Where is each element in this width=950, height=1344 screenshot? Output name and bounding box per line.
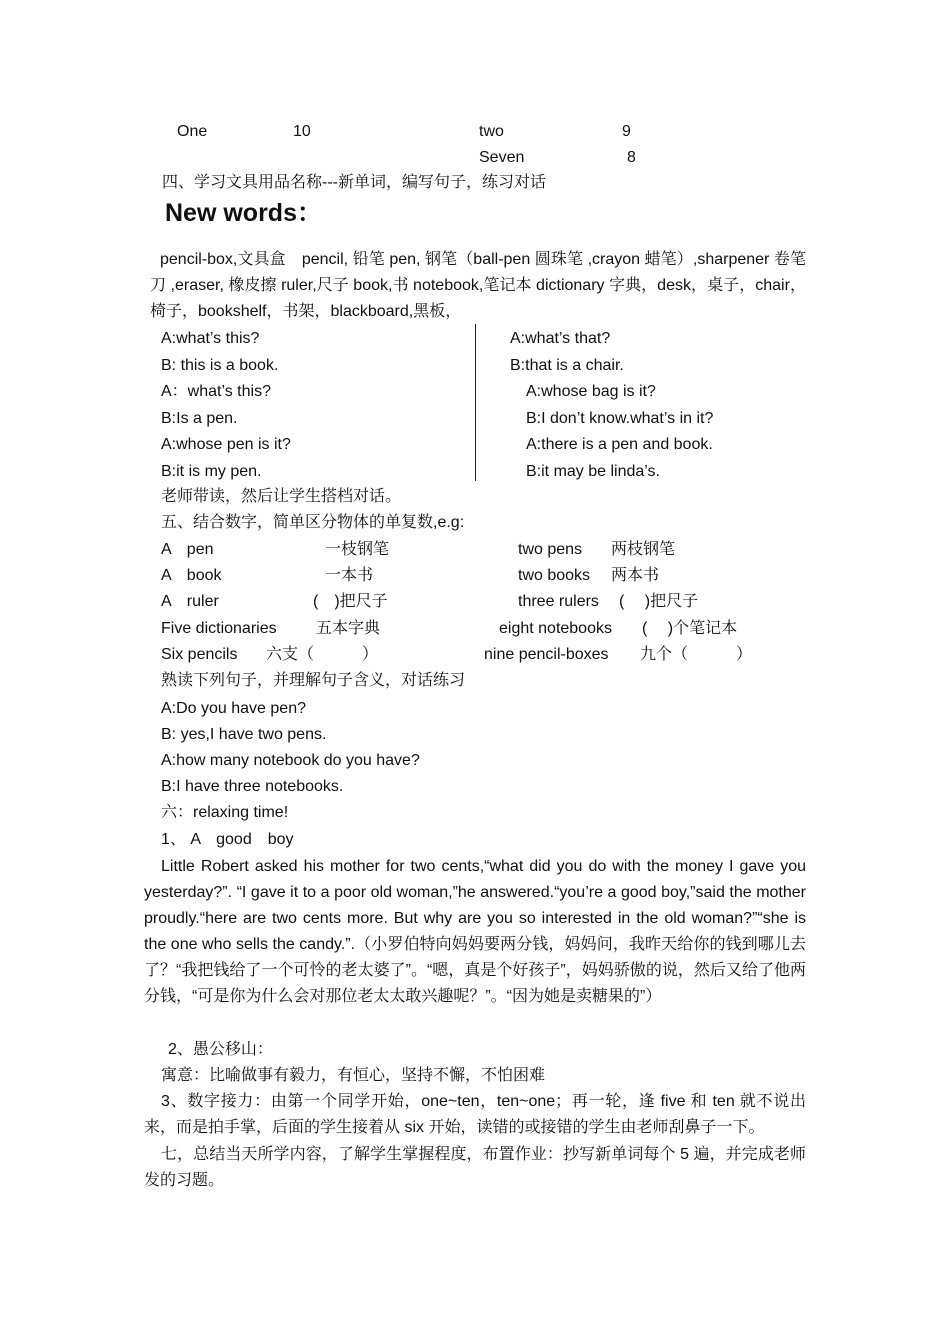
dialog-line: A:what’s this? <box>161 330 260 347</box>
new-words-title: New words： <box>165 199 322 227</box>
number-word: Seven <box>479 149 525 166</box>
singular-item: A ruler <box>161 593 219 610</box>
plural-cn: ( )把尺子 <box>619 593 699 610</box>
dialog-line: B:it may be linda’s. <box>526 463 660 480</box>
dialog-line: A：what’s this? <box>161 383 271 400</box>
plural-item: two pens <box>518 541 583 558</box>
plural-item: nine pencil-boxes <box>484 646 609 663</box>
dialog-line: B: yes,I have two pens. <box>161 726 327 743</box>
teacher-note: 老师带读，然后让学生搭档对话。 <box>161 488 402 505</box>
story-title: 1、 A good boy <box>161 831 294 848</box>
singular-cn: 六支（ ） <box>266 646 379 663</box>
singular-cn: 一本书 <box>325 567 374 584</box>
vocabulary-paragraph: pencil-box,文具盒 pencil, 铅笔 pen, 钢笔（ball-pen 圆珠笔 ,crayon 蜡笔）,sharpener 卷笔刀 ,eraser, 橡皮擦 ruler,尺子 book,书 notebook,笔记本 dictionary 字典，desk，桌子，chair，椅子，bookshelf，书架，blackboard,黑板， <box>150 251 806 320</box>
dialog-line: B:I have three notebooks. <box>161 778 344 795</box>
dialog-line: B: this is a book. <box>161 357 279 374</box>
plural-cn: ( )个笔记本 <box>642 620 738 637</box>
dialog-line: A:whose bag is it? <box>526 383 656 400</box>
dialog-line: A:how many notebook do you have? <box>161 752 420 769</box>
plural-cn: 两枝钢笔 <box>611 541 676 558</box>
dialog-line: A:what’s that? <box>510 330 611 347</box>
number-digit: 10 <box>293 123 311 140</box>
section-6-heading: 六：relaxing time! <box>161 804 289 821</box>
dialog-line: B:it is my pen. <box>161 463 262 480</box>
singular-cn: ( )把尺子 <box>313 593 388 610</box>
plural-cn: 九个（ ） <box>640 646 753 663</box>
item-3-paragraph: 3、数字接力：由第一个同学开始，one~ten，ten~one；再一轮，逢 five 和 ten 就不说出来，而是拍手掌，后面的学生接着从 six 开始，读错的或接错的学生由老师刮鼻子一下。 <box>144 1093 806 1136</box>
plural-item: three rulers <box>518 593 599 610</box>
number-word: two <box>479 123 504 140</box>
number-word: One <box>177 123 208 140</box>
dialog-line: A:whose pen is it? <box>161 436 291 453</box>
singular-item: Five dictionaries <box>161 620 277 637</box>
plural-item: two books <box>518 567 591 584</box>
dialog-line: A:there is a pen and book. <box>526 436 713 453</box>
dialog-divider <box>475 324 476 481</box>
item-2: 2、愚公移山： <box>168 1041 273 1058</box>
dialog-line: B:that is a chair. <box>510 357 624 374</box>
read-note: 熟读下列句子，并理解句子含义，对话练习 <box>161 672 466 689</box>
singular-cn: 五本字典 <box>316 620 381 637</box>
dialog-line: A:Do you have pen? <box>161 700 306 717</box>
dialog-line: B:Is a pen. <box>161 410 238 427</box>
story-paragraph: Little Robert asked his mother for two cents,“what did you do with the money I gave you yesterday?”. “I gave it to a poor old woman,”he answered.“you’re a good boy,”said the mother proudly.“here are two cents more. But why are you so interested in the old woman?”“she is the one who sells the candy.”.（小罗伯特向妈妈要两分钱，妈妈问，我昨天给你的钱到哪儿去了？“我把钱给了一个可怜的老太婆了”。“嗯，真是个好孩子”，妈妈骄傲的说，然后又给了他两分钱，“可是你为什么会对那位老太太敢兴趣呢？”。“因为她是卖糖果的”） <box>144 858 806 1005</box>
section-5-heading: 五、结合数字，简单区分物体的单复数,e.g: <box>161 514 465 531</box>
section-4-heading: 四、学习文具用品名称---新单词，编写句子，练习对话 <box>162 174 546 191</box>
number-digit: 8 <box>627 149 636 166</box>
item-2-meaning: 寓意：比喻做事有毅力，有恒心，坚持不懈，不怕困难 <box>161 1067 546 1084</box>
singular-item: Six pencils <box>161 646 238 663</box>
number-digit: 9 <box>622 123 631 140</box>
plural-cn: 两本书 <box>611 567 660 584</box>
singular-item: A pen <box>161 541 214 558</box>
dialog-line: B:I don’t know.what’s in it? <box>526 410 714 427</box>
plural-item: eight notebooks <box>499 620 612 637</box>
singular-item: A book <box>161 567 222 584</box>
section-7-paragraph: 七，总结当天所学内容，了解学生掌握程度，布置作业：抄写新单词每个 5 遍，并完成老师发的习题。 <box>144 1146 806 1189</box>
singular-cn: 一枝钢笔 <box>325 541 390 558</box>
